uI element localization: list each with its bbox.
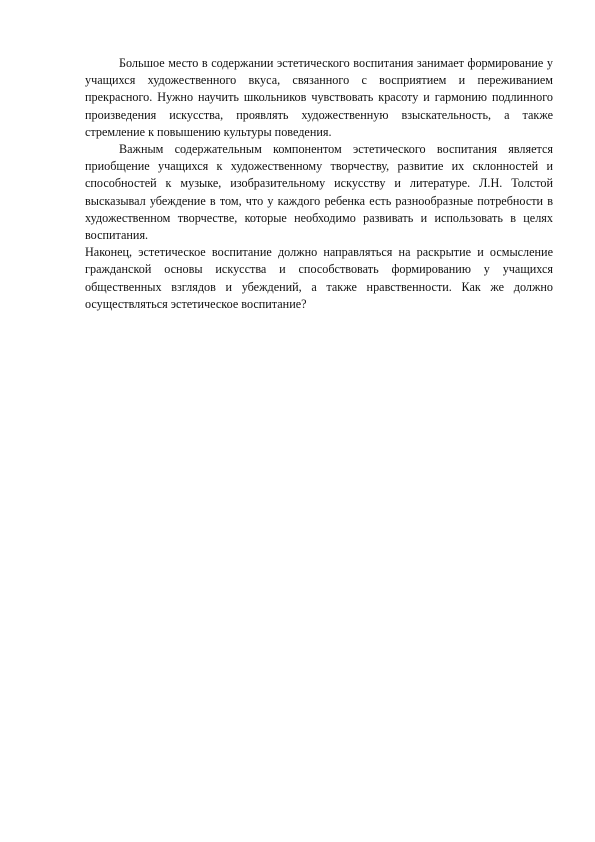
paragraph-artistic-creativity: Важным содержательным компонентом эстетического воспитания является приобщение учащихся к художественному творчеству, развитие их склонностей и способностей к музыке, изобразительному искусству и литературе. Л.Н. Толстой высказывал убеждение в том, что у каждого ребенка есть разнообразные потребности в художественном творчестве, которые необходимо развивать и использовать в целях воспитания.	[85, 142, 553, 243]
paragraph-civic-basis: Наконец, эстетическое воспитание должно направляться на раскрытие и осмысление гражданской основы искусства и способствовать формированию у учащихся общественных взглядов и убеждений, а также нравственности. Как же должно осуществляться эстетическое воспитание?	[85, 245, 553, 311]
paragraph-aesthetic-taste: Большое место в содержании эстетического воспитания занимает формирование у учащихся художественного вкуса, связанного с восприятием и переживанием прекрасного. Нужно научить школьников чувствовать красоту и гармонию подлинного произведения искусства, проявлять художественную взыскательность, а также стремление к повышению культуры поведения.	[85, 56, 553, 139]
body-text	[85, 55, 553, 313]
